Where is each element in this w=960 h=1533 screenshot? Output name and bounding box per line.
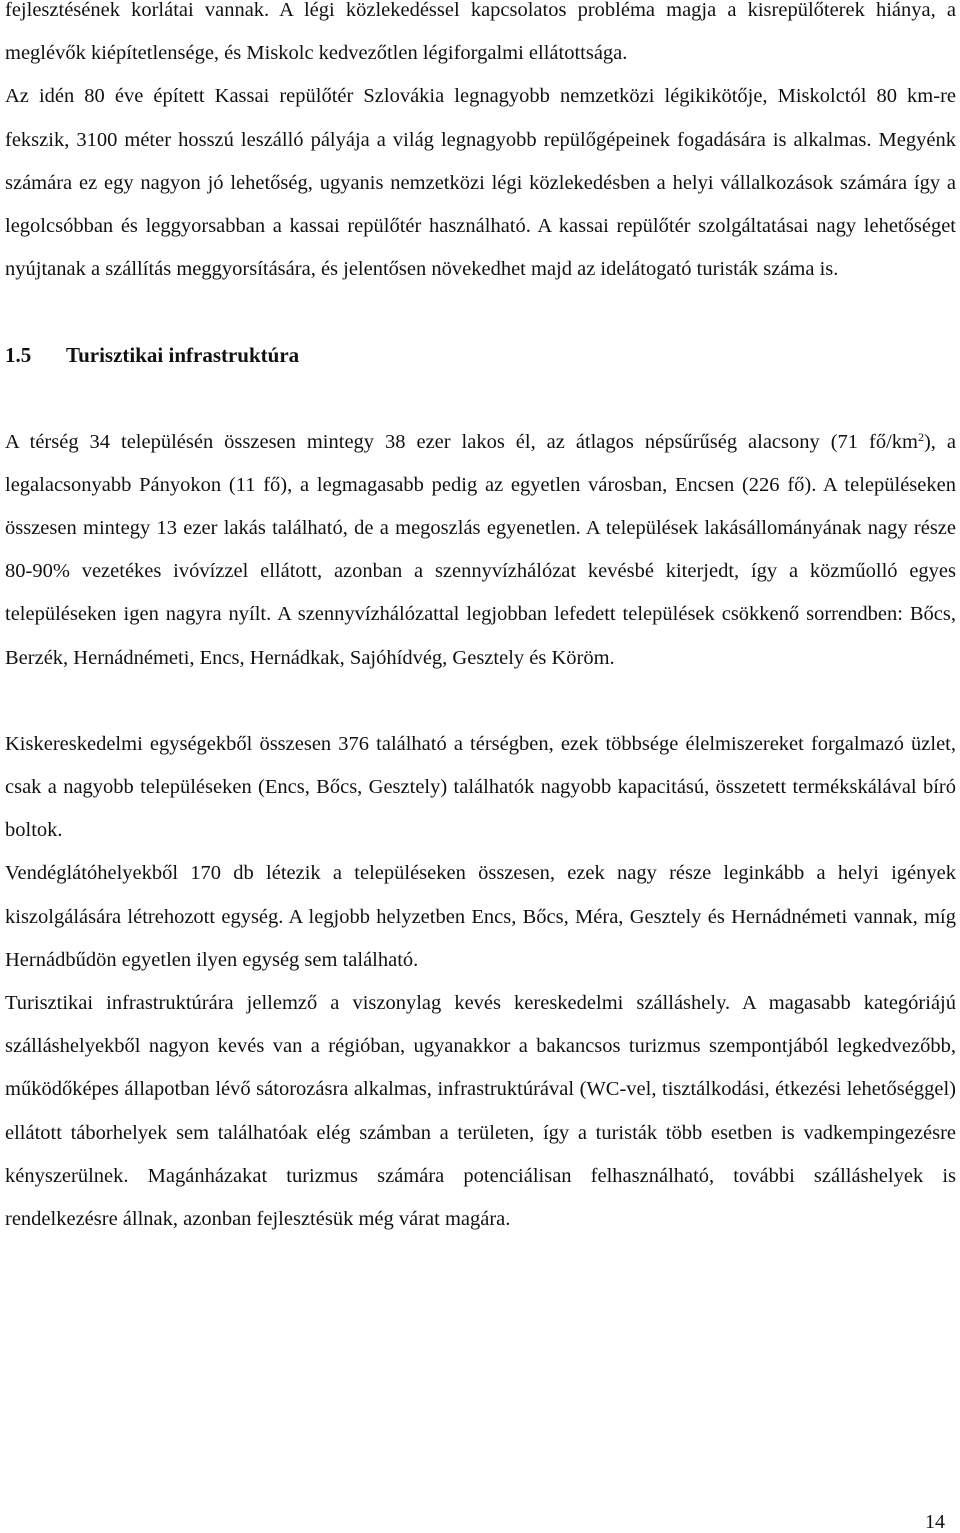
paragraph-tourism-accommodation: Turisztikai infrastruktúrára jellemző a viszonylag kevés kereskedelmi szálláshely. A magasabb kategóriájú szálláshelyekből nagyon kevés van a régióban, ugyanakkor a bakancsos turizmus szempontjából legkedvezőbb, működőképes állapotban lévő sátorozásra alkalmas, infrastruktúrával (WC-vel, tisztálkodási, étkezési lehetőséggel) ellátott táborhelyek sem találhatóak elég számban a területen, így a turisták több esetben is vadkempingezésre kényszerülnek. Magánházakat turizmus számára potenciálisan felhasználható, további szálláshelyek is rendelkezésre állnak, azonban fejlesztésük még várat magára. (5, 992, 956, 1231)
superscript-2: 2 (917, 429, 924, 444)
paragraph-air-transport-limits: fejlesztésének korlátai vannak. A légi közlekedéssel kapcsolatos probléma magja a kisrepülőterek hiánya, a meglévők kiépítetlensége, és Miskolc kedvezőtlen légiforgalmi ellátottsága. (5, 0, 956, 65)
population-text: A térség 34 településén összesen mintegy 38 ezer lakos él, az átlagos népsűrűség alacsony (71 fő/km (5, 430, 918, 453)
paragraph-catering-units: Vendéglátóhelyekből 170 db létezik a településeken összesen, ezek nagy része leginkább a helyi igények kiszolgálására létrehozott egység. A legjobb helyzetben Encs, Bőcs, Méra, Gesztely és Hernádnémeti vannak, míg Hernádbűdön egyetlen ilyen egység sem található. (5, 862, 956, 971)
page-number: 14 (925, 1511, 945, 1533)
section-title: Turisztikai infrastruktúra (66, 343, 300, 368)
utilities-text: ), a legalacsonyabb Pányokon (11 fő), a legmagasabb pedig az egyetlen városban, Encsen (226 fő). A településeken összesen mintegy 13 ezer lakás található, de a megoszlás egyenetlen. A települések lakásállományának nagy része 80-90% vezetékes ivóvízzel ellátott, azonban a szennyvízhálózat kevésbé kiterjedt, így a közműolló egyes településeken igen nagyra nyílt. A szennyvízhálózattal legjobban lefedett települések csökkenő sorrendben: Bőcs, Berzék, Hernádnémeti, Encs, Hernádkak, Sajóhídvég, Gesztely és Köröm. (5, 430, 956, 669)
section-heading (5, 334, 956, 377)
section-number: 1.5 (5, 343, 32, 368)
paragraph-retail-units: Kiskereskedelmi egységekből összesen 376 található a térségben, ezek többsége élelmiszereket forgalmazó üzlet, csak a nagyobb településeken (Encs, Bőcs, Gesztely) találhatók nagyobb kapacitású, összetett termékskálával bíró boltok. (5, 732, 956, 842)
paragraph-kosice-airport: Az idén 80 éve épített Kassai repülőtér Szlovákia legnagyobb nemzetközi légikikötője, Miskolctól 80 km-re fekszik, 3100 méter hosszú leszálló pályája a világ legnagyobb repülőgépeinek fogadására is alkalmas. Megyénk számára ez egy nagyon jó lehetőség, ugyanis nemzetközi légi közlekedésben a helyi vállalkozások számára így a legolcsóbban és leggyorsabban a kassai repülőtér használható. A kassai repülőtér szolgáltatásai nagy lehetőséget nyújtanak a szállítás meggyorsítására, és jelentősen növekedhet majd az idelátogató turisták száma is. (5, 85, 956, 281)
document-page (5, 0, 956, 1241)
paragraph-population-utilities (5, 421, 956, 680)
